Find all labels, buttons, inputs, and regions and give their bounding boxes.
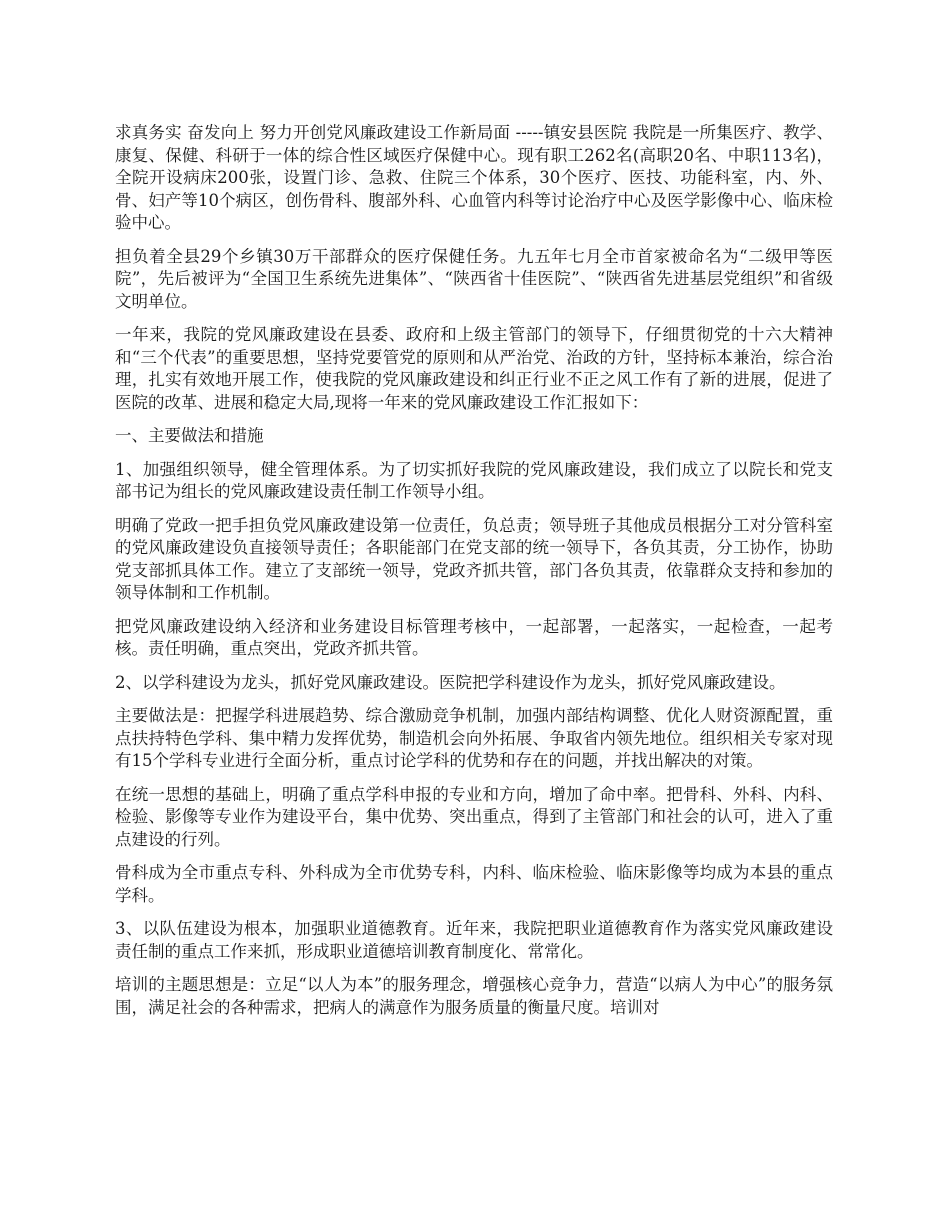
- section-heading-measures: 一、主要做法和措施: [115, 426, 264, 445]
- paragraph-training: 培训的主题思想是：立足“以人为本”的服务理念，增强核心竞争力，营造“以病人为中心”的服务氛围，满足社会的各种需求，把病人的满意作为服务质量的衡量尺度。培训对: [115, 975, 833, 1017]
- paragraph-leadership: 明确了党政一把手担负党风廉政建设第一位责任，负总责；领导班子其他成员根据分工对分管科室的党风廉政建设负直接领导责任；各职能部门在党支部的统一领导下，各负其责，分工协作，协助党支部抓具体工作。建立了支部统一领导，党政齐抓共管，部门各负其责，依靠群众支持和参加的领导体制和工作机制。: [115, 515, 833, 602]
- paragraph-item-1: 1、加强组织领导，健全管理体系。为了切实抓好我院的党风廉政建设，我们成立了以院长和党支部书记为组长的党风廉政建设责任制工作领导小组。: [115, 459, 833, 501]
- document-page: [115, 122, 833, 1030]
- paragraph-intro: 求真务实 奋发向上 努力开创党风廉政建设工作新局面 -----镇安县医院 我院是一所集医疗、教学、康复、保健、科研于一体的综合性区域医疗保健中心。现有职工262名(高职20名、中职113名)，全院开设病床200张，设置门诊、急救、住院三个体系，30个医疗、医技、功能科室，内、外、骨、妇产等10个病区，创伤骨科、腹部外科、心血管内科等讨论治疗中心及医学影像中心、临床检验中心。: [115, 123, 833, 232]
- paragraph-specialties: 骨科成为全市重点专科、外科成为全市优势专科，内科、临床检验、临床影像等均成为本县的重点学科。: [115, 863, 833, 905]
- paragraph-item-2: 2、以学科建设为龙头，抓好党风廉政建设。医院把学科建设作为龙头，抓好党风廉政建设。: [115, 672, 786, 692]
- paragraph-main-practices: 主要做法是：把握学科进展趋势、综合激励竞争机制，加强内部结构调整、优化人财资源配置，重点扶持特色学科、集中精力发挥优势，制造机会向外拓展、争取省内领先地位。组织相关专家对现有15个学科专业进行全面分析，重点讨论学科的优势和存在的问题，并找出解决的对策。: [115, 706, 833, 770]
- paragraph-responsibility: 担负着全县29个乡镇30万干部群众的医疗保健任务。九五年七月全市首家被命名为“二级甲等医院”，先后被评为“全国卫生系统先进集体”、“陕西省十佳医院”、“陕西省先进基层党组织”和省级文明单位。: [115, 246, 833, 311]
- paragraph-item-3: 3、以队伍建设为根本，加强职业道德教育。近年来，我院把职业道德教育作为落实党风廉政建设责任制的重点工作来抓，形成职业道德培训教育制度化、常常化。: [115, 919, 833, 961]
- paragraph-assessment: 把党风廉政建设纳入经济和业务建设目标管理考核中，一起部署，一起落实，一起检查，一起考核。责任明确，重点突出，党政齐抓共管。: [115, 616, 833, 658]
- paragraph-key-disciplines: 在统一思想的基础上，明确了重点学科申报的专业和方向，增加了命中率。把骨科、外科、内科、检验、影像等专业作为建设平台，集中优势、突出重点，得到了主管部门和社会的认可，进入了重点建设的行列。: [115, 784, 833, 849]
- paragraph-year-summary: 一年来，我院的党风廉政建设在县委、政府和上级主管部门的领导下，仔细贯彻党的十六大精神和“三个代表”的重要思想，坚持党要管党的原则和从严治党、治政的方针，坚持标本兼治，综合治理，扎实有效地开展工作，使我院的党风廉政建设和纠正行业不正之风工作有了新的进展，促进了医院的改革、进展和稳定大局,现将一年来的党风廉政建设工作汇报如下：: [115, 325, 833, 412]
